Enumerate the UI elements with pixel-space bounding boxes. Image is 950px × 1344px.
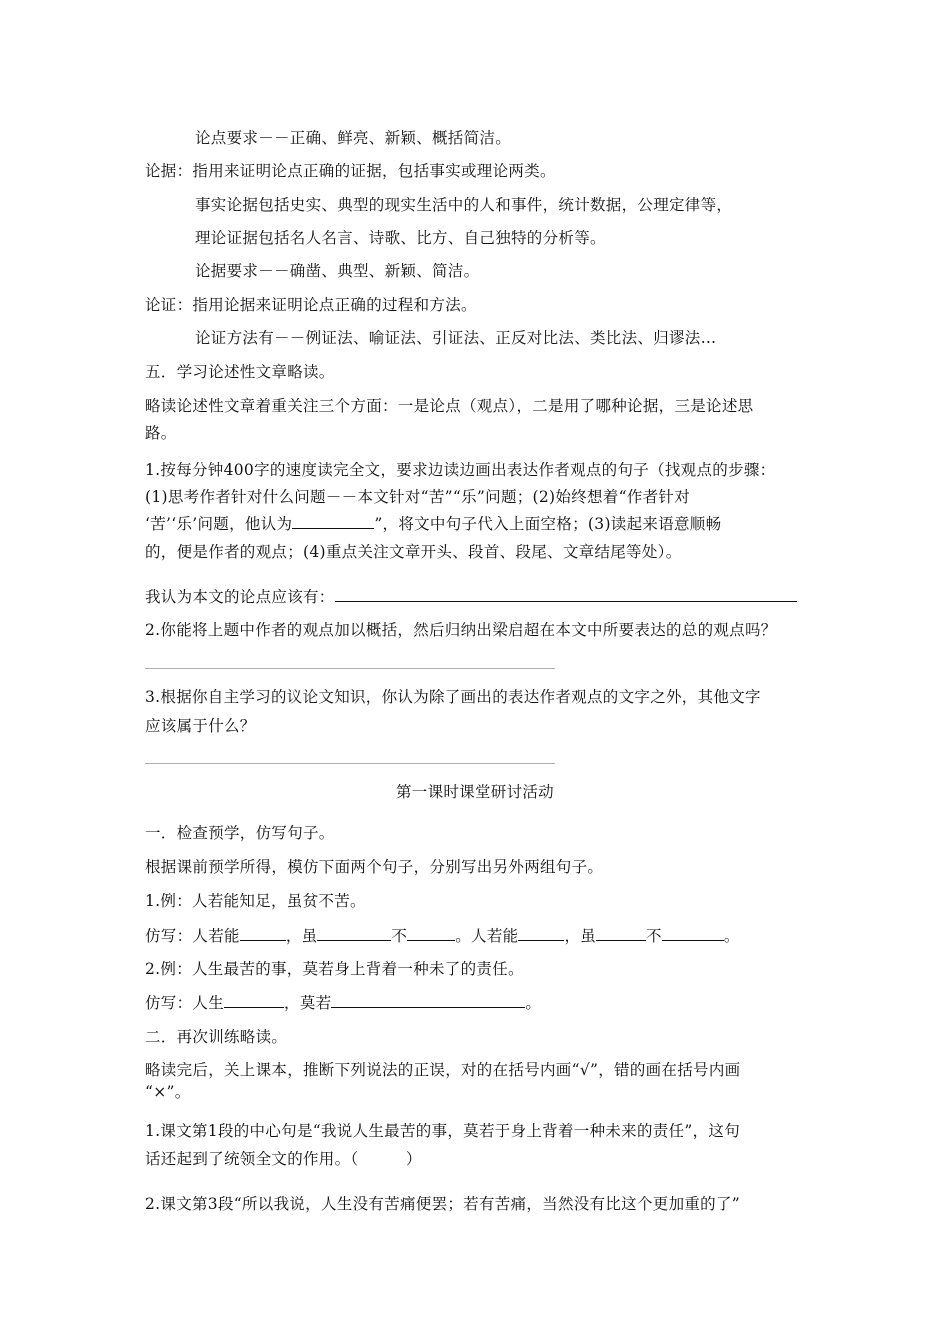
imitation1-blank4[interactable] — [518, 925, 564, 941]
imitation1-text6: 不 — [646, 927, 662, 945]
imitation1-text3: 不 — [391, 927, 408, 945]
evidence-definition: 论据：指用来证明论点正确的证据，包括事实或理论两类。 — [145, 162, 556, 180]
part2-intro-line2: “×”。 — [145, 1083, 191, 1101]
imitation1-blank3[interactable] — [407, 925, 455, 941]
imitation2-text1: 仿写：人生 — [145, 994, 225, 1012]
reasoning-definition: 论证：指用论据来证明论点正确的过程和方法。 — [145, 296, 477, 314]
question1-line1: 1.按每分钟400字的速度读完全文，要求边读边画出表达作者观点的句子（找观点的步骤： — [145, 461, 776, 479]
part2-intro-line1: 略读完后，关上课本，推断下列说法的正误，对的在括号内画“√”，错的画在括号内画 — [145, 1061, 741, 1079]
question3-line1: 3.根据你自主学习的议论文知识，你认为除了画出的表达作者观点的文字之外，其他文字 — [145, 688, 761, 706]
imitation1-text1: 仿写：人若能 — [145, 927, 240, 945]
imitation1-text5: ，虽 — [564, 927, 597, 945]
question1-line4: 的，便是作者的观点；(4)重点关注文章开头、段首、段尾、文章结尾等处）。 — [145, 543, 682, 561]
fact-evidence: 事实论据包括史实、典型的现实生活中的人和事件，统计数据，公理定律等， — [195, 196, 733, 214]
part2-heading: 二．再次训练略读。 — [145, 1028, 288, 1046]
question1-fill-blank[interactable] — [292, 513, 374, 529]
section5-heading: 五．学习论述性文章略读。 — [145, 363, 335, 381]
question2: 2.你能将上题中作者的观点加以概括，然后归纳出梁启超在本文中所要表达的总的观点吗？ — [145, 621, 777, 639]
imitation2-blank2[interactable] — [331, 992, 525, 1008]
imitation2-line — [145, 992, 541, 1014]
answer-blank[interactable] — [335, 586, 797, 602]
question2-answer-rule[interactable] — [145, 668, 555, 669]
imitation1-text2: ，虽 — [285, 927, 318, 945]
section5-intro-line2: 路。 — [145, 424, 177, 442]
imitation1-line — [145, 925, 740, 947]
theory-evidence: 理论证据包括名人名言、诗歌、比方、自己独特的分析等。 — [195, 229, 606, 247]
true-false-1-line2: 话还起到了统领全文的作用。（ ） — [145, 1150, 422, 1168]
imitation2-text3: 。 — [525, 994, 542, 1012]
question3-line2: 应该属于什么？ — [145, 717, 256, 735]
question1-line2: (1)思考作者针对什么问题－－本文针对“苦”“乐”问题；(2)始终想着“作者针对 — [145, 488, 691, 506]
evidence-requirement: 论据要求－－确凿、典型、新颖、简洁。 — [195, 262, 480, 280]
answer-line — [145, 586, 797, 608]
imitation1-blank2[interactable] — [317, 925, 391, 941]
answer-label: 我认为本文的论点应该有： — [145, 588, 335, 606]
question3-answer-rule[interactable] — [145, 763, 555, 764]
true-false-1-line1: 1.课文第1段的中心句是“我说人生最苦的事，莫若于身上背着一种未来的责任”，这句 — [145, 1122, 741, 1140]
imitation2-blank1[interactable] — [224, 992, 284, 1008]
imitation1-text7: 。 — [723, 927, 740, 945]
argument-requirement: 论点要求－－正确、鲜亮、新颖、概括简洁。 — [195, 129, 512, 147]
example1: 1.例：人若能知足，虽贫不苦。 — [145, 892, 366, 910]
section5-intro-line1: 略读论述性文章着重关注三个方面：一是论点（观点），二是用了哪种论据，三是论述思 — [145, 397, 754, 415]
question1-line3 — [145, 513, 721, 535]
imitation1-blank5[interactable] — [596, 925, 646, 941]
imitation2-text2: ，莫若 — [284, 994, 332, 1012]
imitation1-blank6[interactable] — [662, 925, 724, 941]
part1-intro: 根据课前预学所得，模仿下面两个句子，分别写出另外两组句子。 — [145, 858, 604, 876]
example2: 2.例：人生最苦的事，莫若身上背着一种未了的责任。 — [145, 960, 524, 978]
question1-line3-part2: ”，将文中句子代入上面空格；(3)读起来语意顺畅 — [374, 515, 722, 533]
part1-heading: 一．检查预学，仿写句子。 — [145, 824, 335, 842]
question1-line3-part1: ‘苦’‘乐’问题，他认为 — [145, 515, 293, 533]
imitation1-text4: 。人若能 — [455, 927, 519, 945]
reasoning-methods: 论证方法有－－例证法、喻证法、引证法、正反对比法、类比法、归谬法… — [195, 329, 717, 347]
imitation1-blank1[interactable] — [240, 925, 286, 941]
activity-title: 第一课时课堂研讨活动 — [395, 783, 554, 801]
true-false-2-line1: 2.课文第3段“所以我说，人生没有苦痛便罢；若有苦痛，当然没有比这个更加重的了” — [145, 1195, 741, 1213]
